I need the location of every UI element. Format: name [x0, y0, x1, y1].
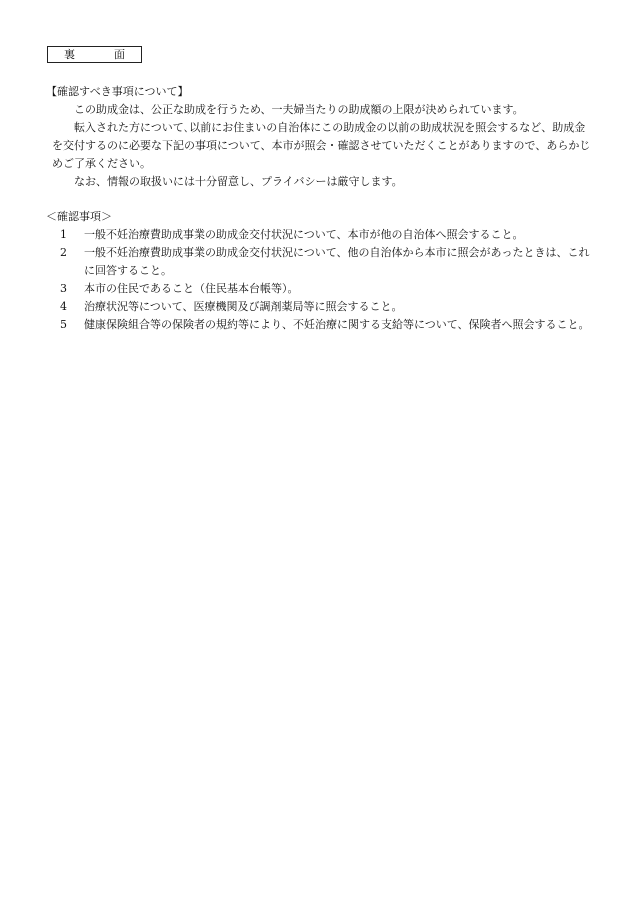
list-item: [46, 226, 592, 244]
confirm-items-heading: ＜確認事項＞: [46, 210, 112, 223]
list-item-text: 治療状況等について、医療機関及び調剤薬局等に照会すること。: [84, 300, 403, 313]
list-item-text: 健康保険組合等の保険者の規約等により、不妊治療に関する支給等について、保険者へ照会すること。: [84, 318, 590, 331]
list-item: [46, 298, 592, 316]
notice-paragraph-inquiry: 転入された方について､以前にお住まいの自治体にこの助成金の以前の助成状況を照会するなど、助成金を交付するのに必要な下記の事項について、本市が照会・確認させていただくことがありますので、あらかじめご了承ください。: [52, 121, 591, 170]
notice-paragraph-limit: この助成金は、公正な助成を行うため、一夫婦当たりの助成額の上限が決められています。: [74, 103, 524, 116]
list-item: [46, 316, 592, 334]
list-item-number: 5: [60, 318, 67, 331]
confirm-items-list: [46, 226, 592, 334]
list-item: [46, 280, 592, 298]
list-item-number: 3: [60, 282, 67, 295]
list-item-number: 4: [60, 300, 67, 313]
list-item-text: 本市の住民であること（住民基本台帳等）。: [84, 282, 299, 295]
list-item-number: 2: [60, 246, 67, 259]
list-item-number: 1: [60, 228, 67, 241]
list-item-text: 一般不妊治療費助成事業の助成金交付状況について、本市が他の自治体へ照会すること。: [84, 228, 524, 241]
page-side-label: 裏 面: [47, 46, 142, 63]
confirm-items-section: [46, 208, 592, 334]
notice-paragraph-privacy: なお、情報の取扱いには十分留意し、プライバシーは厳守します。: [74, 175, 403, 188]
list-item-text: 一般不妊治療費助成事業の助成金交付状況について、他の自治体から本市に照会があったときは、これに回答すること。: [84, 246, 590, 277]
list-item: [46, 244, 592, 280]
notice-heading: 【確認すべき事項について】: [46, 85, 189, 98]
notice-section: [46, 83, 592, 191]
